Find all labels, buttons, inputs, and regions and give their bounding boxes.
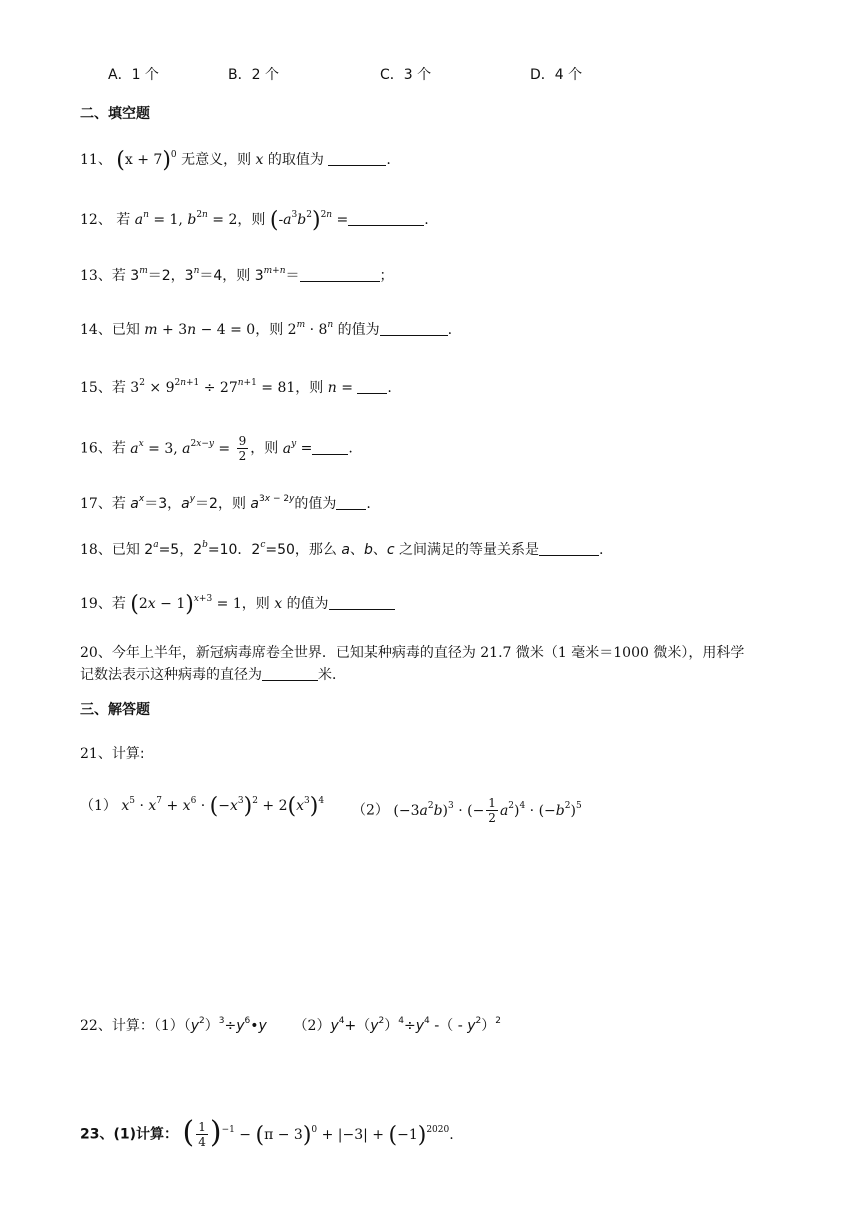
q13-number: 13、: [80, 268, 112, 284]
q15-equals: =: [341, 380, 353, 396]
q18-end: .: [599, 542, 604, 558]
q12-expression: $(-a^3b^2)^{2n}$: [269, 208, 333, 233]
section-fill-blank: 二、填空题: [80, 106, 150, 122]
q17-number: 17、: [80, 496, 112, 512]
q18-text4: =50，那么: [265, 542, 337, 558]
question-19: [80, 594, 395, 615]
q23-expression: ( $\frac{1}{4}$ )$^{-1} - (\pi - 3)^0 + |-3| + (-1)^{2020}$.: [182, 1114, 454, 1150]
q18-sep1: 、: [349, 542, 364, 558]
q12-blank[interactable]: [348, 211, 424, 226]
question-11: [80, 150, 391, 171]
q18-text3: =10．2: [207, 542, 261, 558]
option-d: D．4 个: [530, 67, 583, 83]
question-20: [80, 642, 780, 686]
q11-number: 11、: [80, 152, 112, 168]
q12-text1: 若: [116, 212, 131, 228]
question-21-part2: [352, 796, 582, 825]
q16-text2: ，则: [250, 440, 279, 457]
q14-text3: 的值为: [337, 322, 380, 338]
q15-expression: $3^2 \times 9^{2n+1} \div 27^{n+1} = 81$: [130, 378, 296, 396]
q15-text2: ，则: [295, 380, 324, 396]
q12-condition: $a^n = 1$, $b^{2n} = 2$: [134, 210, 238, 228]
question-21: [80, 744, 145, 764]
q12-end: .: [424, 212, 429, 228]
q13-blank[interactable]: [300, 267, 380, 282]
q17-text2: ＝3，: [144, 496, 182, 512]
q16-target: $a^y$: [282, 438, 297, 457]
q18-number: 18、: [80, 542, 112, 558]
q13-text: 若 3: [111, 268, 140, 284]
q16-number: 16、: [80, 440, 112, 457]
q18-exp-a: a: [153, 540, 159, 550]
option-a: A．1 个: [108, 67, 159, 83]
q20-line2: 记数法表示这种病毒的直径为: [80, 667, 262, 683]
q21-part1-label: （1）: [80, 798, 117, 814]
q23-text: (1)计算：: [113, 1126, 179, 1143]
q20-end: 米．: [318, 667, 346, 683]
q18-text5: 之间满足的等量关系是: [399, 542, 540, 558]
q13-text3: ＝4，则 3: [199, 268, 264, 284]
q22-part2-expression: $y^4+(y^2)^4\div y^4$ -（ - $y^2)^2$: [330, 1016, 501, 1034]
q12-equals: =: [336, 212, 349, 228]
section-solve: 三、解答题: [80, 702, 150, 718]
q21-number: 21、: [80, 746, 112, 762]
question-14: [80, 320, 452, 340]
q13-exp-m: m: [139, 266, 148, 276]
q17-text1: 若: [111, 496, 126, 512]
q11-blank[interactable]: [328, 151, 386, 166]
q13-exp-mn: m+n: [263, 266, 286, 276]
q14-blank[interactable]: [380, 321, 448, 336]
q18-text: 已知 2: [111, 542, 154, 558]
q14-text1: 已知: [111, 322, 140, 338]
question-16: [80, 434, 353, 463]
question-13: [80, 266, 394, 286]
q11-var: x: [255, 152, 264, 168]
q18-var-b: b: [363, 542, 373, 558]
q16-fraction: $\frac{9}{2}$: [238, 434, 247, 463]
question-12: [80, 210, 429, 231]
q17-blank[interactable]: [336, 495, 366, 510]
question-21-parts: [80, 796, 324, 817]
q15-var: n: [327, 380, 337, 396]
q11-text1: 无意义，则: [181, 152, 252, 168]
q13-text2: ＝2，3: [147, 268, 194, 284]
q15-blank[interactable]: [357, 379, 387, 394]
q21-part1-expression: $x^5 \cdot x^7 + x^6 \cdot (-x^3)^2 + 2(x^3)^4$: [121, 794, 325, 819]
question-22: [80, 1016, 501, 1036]
option-c: C．3 个: [380, 67, 432, 83]
q16-blank[interactable]: [312, 440, 348, 455]
q17-expression: $a^{3x - 2y}$: [250, 494, 295, 512]
q11-expression: $(x + 7)^0$: [116, 148, 177, 173]
q16-text1: 若: [111, 440, 126, 457]
q19-blank[interactable]: [329, 595, 395, 610]
q15-number: 15、: [80, 380, 112, 396]
q16-condition: $a^x = 3$, $a^{2x-y}$ = $\frac{9}{2}$: [130, 434, 247, 463]
q17-text3: ＝2，则: [195, 496, 246, 512]
q18-sep2: 、: [372, 542, 387, 558]
q18-vars: a: [341, 542, 350, 558]
q19-expression: $(2x - 1)^{x+3} = 1$: [130, 592, 242, 617]
q23-number: 23、: [80, 1126, 114, 1143]
q15-text1: 若: [111, 380, 126, 396]
q20-blank[interactable]: [262, 666, 318, 681]
q18-text2: =5，2: [158, 542, 203, 558]
q19-text3: 的值为: [286, 596, 329, 612]
q12-number: 12、: [80, 212, 112, 228]
q11-end: .: [386, 152, 391, 168]
q13-end: ；: [379, 268, 394, 284]
q14-text2: ，则: [255, 322, 284, 338]
q13-exp-n: n: [193, 266, 200, 276]
q22-part2-label: （2）: [293, 1018, 331, 1034]
q18-var-c: c: [386, 542, 395, 558]
q19-number: 19、: [80, 596, 112, 612]
question-18: [80, 540, 603, 560]
q17-text4: 的值为: [294, 496, 337, 512]
q22-text: 计算：（1）: [111, 1018, 184, 1034]
q19-var: x: [274, 596, 283, 612]
q22-number: 22、: [80, 1018, 112, 1034]
q21-part2-expression: $(-3a^2b)^3$ · (− $\frac{1}{2}$ $a^2)^4 \cdot (-b^2)^5$: [393, 796, 582, 825]
question-23: [80, 1114, 454, 1150]
q20-number: 20、: [80, 645, 112, 661]
q16-equals: =: [300, 440, 313, 457]
q14-expression: $2^m \cdot 8^n$: [287, 320, 334, 338]
q19-text1: 若: [111, 596, 126, 612]
q11-text2: 的取值为: [267, 152, 324, 168]
q17-ay: $a^y$: [181, 494, 196, 512]
q14-condition: m + 3n − 4 = 0: [144, 322, 256, 338]
q18-exp-c: c: [260, 540, 266, 550]
question-15: [80, 378, 392, 398]
q18-exp-b: b: [202, 540, 208, 550]
q19-text2: ，则: [241, 596, 270, 612]
q17-ax: $a^x$: [130, 494, 145, 512]
q12-text2: ，则: [237, 212, 266, 228]
question-17: [80, 494, 371, 514]
q15-end: .: [387, 380, 392, 396]
q16-end: .: [348, 440, 353, 457]
option-b: B．2 个: [228, 67, 279, 83]
q17-end: .: [366, 496, 371, 512]
q21-text: 计算:: [111, 746, 145, 762]
q22-part1-expression: $(y^2)^3\div y^6•y$: [183, 1016, 267, 1034]
q18-blank[interactable]: [539, 541, 599, 556]
q20-line1: 今年上半年，新冠病毒席卷全世界．已知某种病毒的直径为 21.7 微米（1 毫米＝1000 微米），用科学: [111, 645, 745, 661]
q14-end: .: [447, 322, 453, 338]
q21-part2-label: （2）: [352, 802, 389, 819]
q14-number: 14、: [80, 322, 112, 338]
q13-text4: ＝: [285, 268, 300, 284]
